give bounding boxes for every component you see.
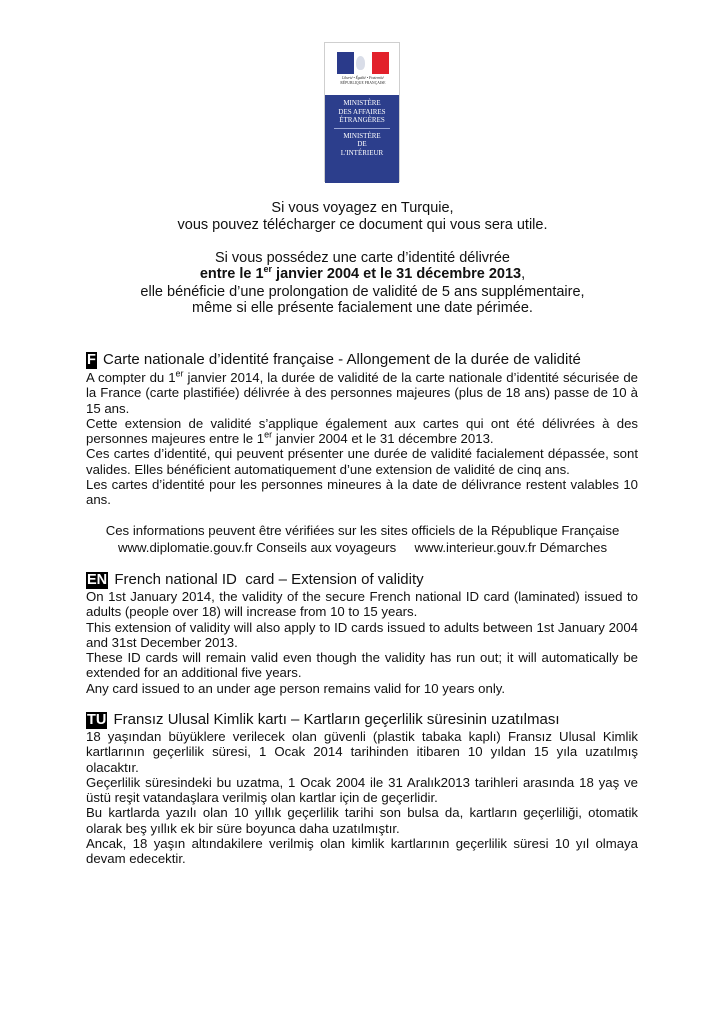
section-title-tu: TU Fransız Ulusal Kimlik kartı – Kartların geçerlilik süresinin uzatılması [87, 711, 560, 728]
paragraph: Bu kartlarda yazılı olan 10 yıllık geçerlilik tarihi son bulsa da, kartların geçerliliği, otomatik olarak beş yıllık ek bir süre boyunca daha uzatılmıştır. [86, 805, 638, 836]
paragraph: A compter du 1er janvier 2014, la durée de validité de la carte nationale d’identité sécurisée de la France (carte plastifiée) délivrée à des personnes majeures (plus de 18 ans) passe de 10 à 15 ans. [86, 368, 638, 416]
info-line-1: Ces informations peuvent être vérifiées sur les sites officiels de la République Française [105, 523, 620, 538]
ministry-foreign-affairs: MINISTÈRE DES AFFAIRES ÉTRANGÈRES [338, 99, 386, 125]
paragraph: Ancak, 18 yaşın altındakilere verilmiş olan kimlik kartlarının geçerlilik süresi 10 yıl olmaya devam edecektir. [86, 836, 638, 867]
french-flag-icon [337, 52, 389, 74]
intro-line-3: Si vous possédez une carte d’identité délivrée [214, 250, 510, 266]
intro-line-2: vous pouvez télécharger ce document qui vous sera utile. [177, 217, 548, 233]
ministry-interior: MINISTÈRE DE L'INTÉRIEUR [340, 131, 384, 157]
section-body-tu [86, 729, 638, 867]
intro-line-1: Si vous voyagez en Turquie, [271, 200, 454, 216]
paragraph: These ID cards will remain valid even though the validity has run out; it will automatically be extended for an additional five years. [86, 650, 638, 681]
paragraph: Any card issued to an under age person remains valid for 10 years only. [86, 680, 506, 696]
section-body-fr [86, 370, 638, 508]
info-line-2: www.diplomatie.gouv.fr Conseils aux voyageurs www.interieur.gouv.fr Démarches [117, 540, 608, 555]
ministry-names [325, 95, 399, 183]
ministry-logo [324, 42, 400, 182]
republic-motto: Liberté • Égalité • Fraternité RÉPUBLIQUE FRANÇAISE [340, 76, 386, 85]
marianne-emblem [325, 43, 399, 95]
section-title-en: EN French national ID card – Extension of validity [87, 571, 424, 588]
paragraph: On 1st January 2014, the validity of the secure French national ID card (laminated) issued to adults (people over 18) will increase from 10 to 15 years. [86, 589, 638, 620]
paragraph: Cette extension de validité s’applique également aux cartes qui ont été délivrées à des personnes majeures entre le 1er janvier 2004 et le 31 décembre 2013. [86, 415, 638, 447]
paragraph: Geçerlilik süresindeki bu uzatma, 1 Ocak 2004 ile 31 Aralık2013 tarihleri arasında 18 yaş ve üstü reşit vatandaşlara verilmiş olan kartlar için de geçerlidir. [86, 774, 638, 806]
paragraph: 18 yaşından büyüklere verilecek olan güvenli (plastik tabaka kaplı) Fransız Ulusal Kimlik kartlarının geçerlilik süresi, 1 Ocak 2014 tarihinden itibaren 10 yıldan 15 yıla uzatılmış olacaktır. [86, 729, 638, 775]
language-badge-tu: TU [87, 712, 107, 728]
language-badge-fr: F [87, 352, 96, 368]
intro-line-5: elle bénéficie d’une prolongation de validité de 5 ans supplémentaire, [140, 284, 585, 300]
paragraph: Les cartes d’identité pour les personnes mineures à la date de délivrance restent valables 10 ans. [86, 477, 638, 508]
intro-date-range: entre le 1er janvier 2004 et le 31 décembre 2013, [199, 264, 526, 282]
language-badge-en: EN [87, 572, 108, 588]
intro-line-6: même si elle présente facialement une date périmée. [192, 300, 533, 316]
paragraph: This extension of validity will also apply to ID cards issued to adults between 1st January 2004 and 31st December 2013. [86, 619, 638, 650]
section-title-fr: F Carte nationale d’identité française - Allongement de la durée de validité [87, 351, 581, 368]
paragraph: Ces cartes d’identité, qui peuvent présenter une durée de validité facialement dépassée, sont valides. Elles bénéficient automatiquement d’une extension de validité de cinq ans. [86, 446, 638, 477]
section-body-en [86, 589, 638, 696]
